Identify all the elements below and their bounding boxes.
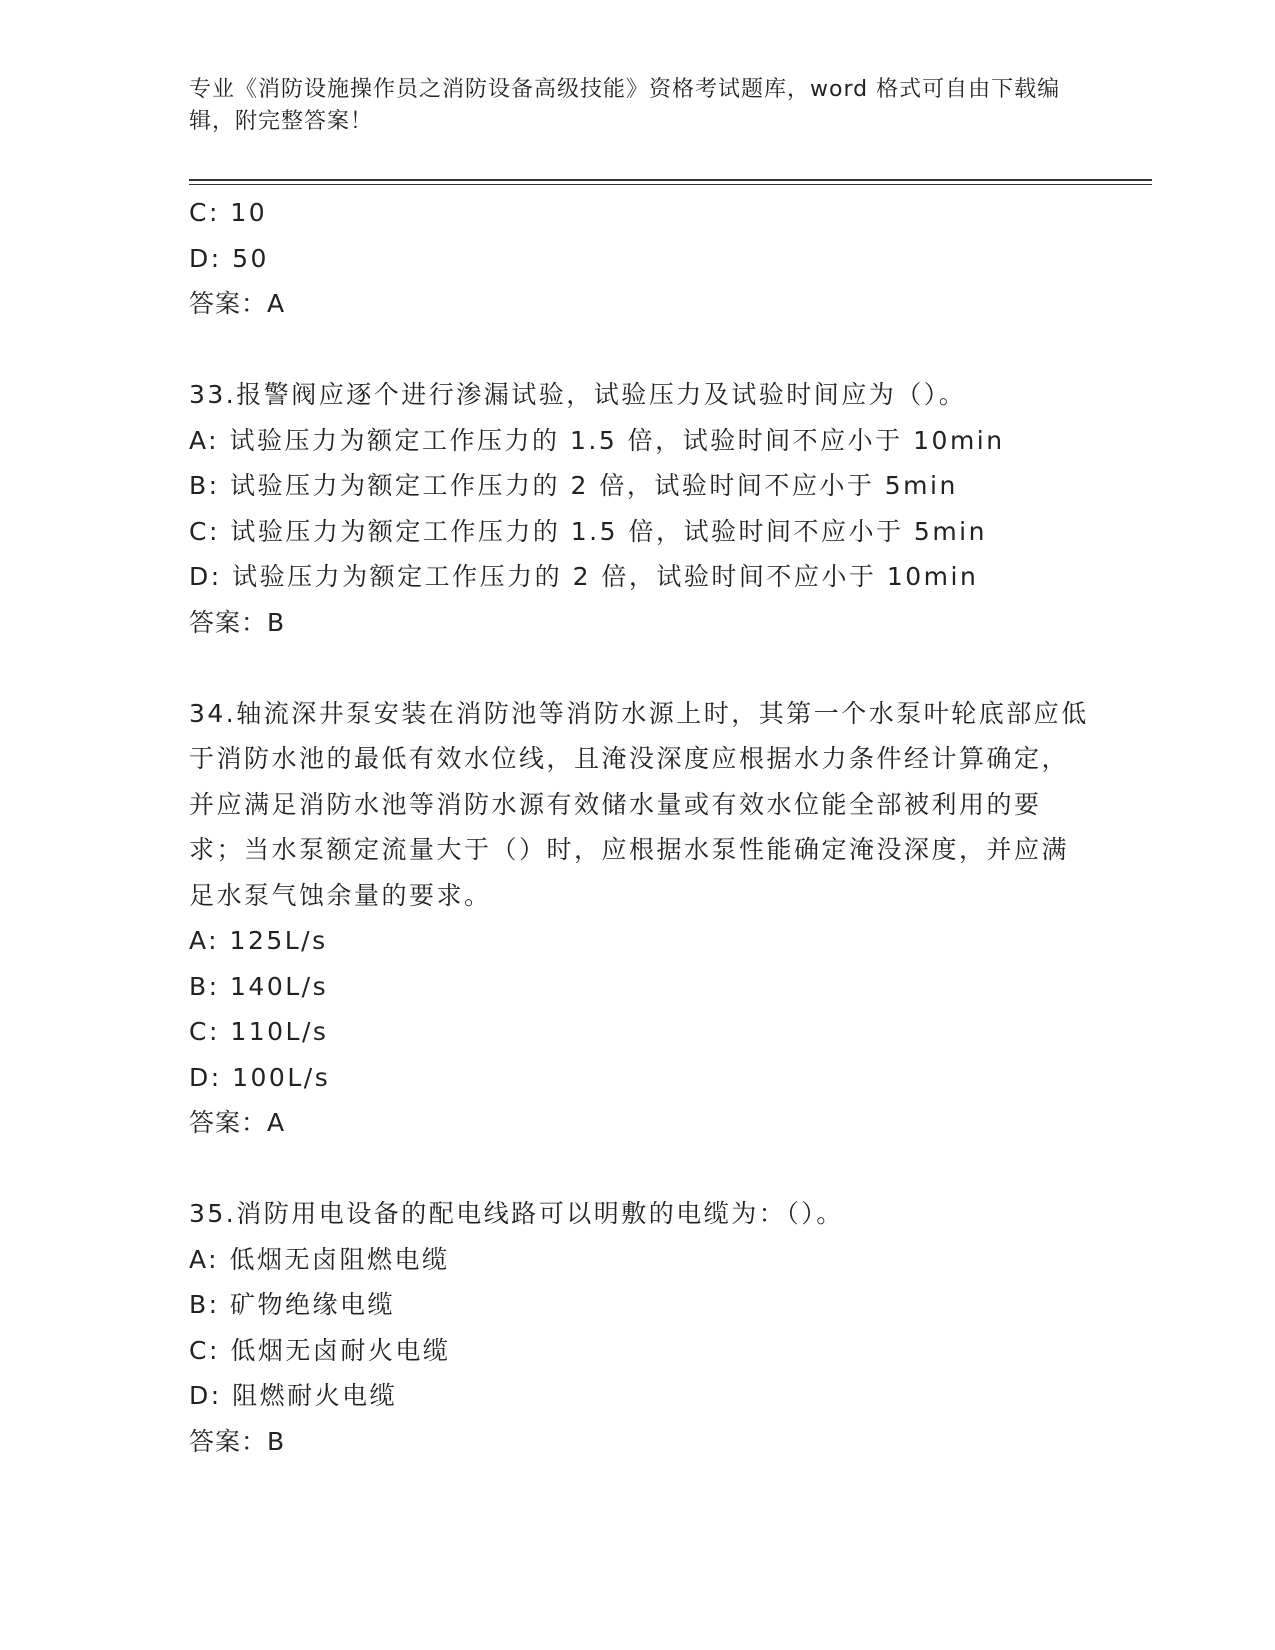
option-a: A: 低烟无卤阻燃电缆 xyxy=(189,1244,450,1274)
option-c: C: 试验压力为额定工作压力的 1.5 倍，试验时间不应小于 5min xyxy=(189,516,987,546)
option-c: C: 110L/s xyxy=(189,1017,329,1046)
question-content xyxy=(189,190,1109,1464)
spacer xyxy=(189,645,1109,691)
option-b: B: 140L/s xyxy=(189,971,329,1001)
header-rule-thin xyxy=(189,184,1152,185)
question-stem: 33.报警阀应逐个进行渗漏试验，试验压力及试验时间应为（）。 xyxy=(189,380,967,409)
question-stem: 35.消防用电设备的配电线路可以明敷的电缆为：（）。 xyxy=(189,1199,844,1228)
option-b: B: 矿物绝缘电缆 xyxy=(189,1290,396,1319)
option-a: A: 125L/s xyxy=(189,926,328,955)
option-d: D: 阻燃耐火电缆 xyxy=(189,1381,398,1410)
spacer xyxy=(189,327,1109,373)
answer-line: 答案：B xyxy=(189,1426,286,1456)
option-c: C: 10 xyxy=(189,198,268,227)
spacer xyxy=(189,1146,1109,1192)
option-d: D: 50 xyxy=(189,243,269,273)
option-c: C: 低烟无卤耐火电缆 xyxy=(189,1335,451,1365)
option-d: D: 试验压力为额定工作压力的 2 倍，试验时间不应小于 10min xyxy=(189,562,979,591)
prev-question-block xyxy=(189,190,1109,327)
answer-line: 答案：B xyxy=(189,607,286,637)
document-header: 专业《消防设施操作员之消防设备高级技能》资格考试题库，word 格式可自由下载编辑，附完整答案！ xyxy=(189,77,1061,134)
option-b: B: 试验压力为额定工作压力的 2 倍，试验时间不应小于 5min xyxy=(189,471,958,500)
question-35 xyxy=(189,1191,1109,1464)
question-33 xyxy=(189,372,1109,645)
header-rule-thick xyxy=(189,179,1152,181)
option-a: A: 试验压力为额定工作压力的 1.5 倍，试验时间不应小于 10min xyxy=(189,425,1005,455)
answer-line: 答案：A xyxy=(189,1108,286,1137)
answer-line: 答案：A xyxy=(189,289,286,318)
option-d: D: 100L/s xyxy=(189,1062,331,1092)
question-stem: 34.轴流深井泵安装在消防池等消防水源上时，其第一个水泵叶轮底部应低于消防水池的最低有效水位线，且淹没深度应根据水力条件经计算确定，并应满足消防水池等消防水源有效储水量或有效水位能全部被利用的要求；当水泵额定流量大于（）时，应根据水泵性能确定淹没深度，并应满足水泵气蚀余量的要求。 xyxy=(189,698,1089,910)
question-34 xyxy=(189,691,1109,1146)
